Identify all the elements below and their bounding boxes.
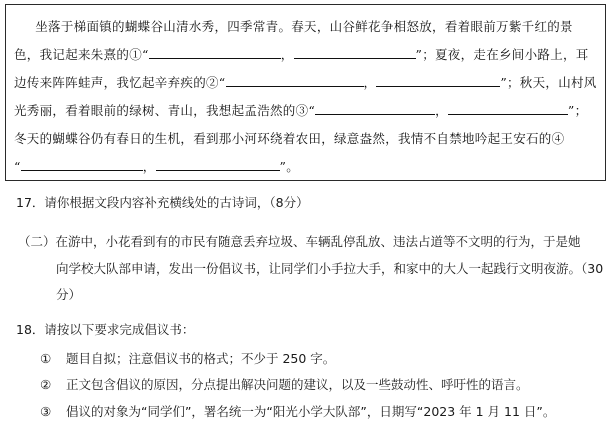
section-2-line-3: 分） bbox=[56, 287, 82, 302]
passage-line-5: 冬天的蝴蝶谷仍有春日的生机，看到那小河环绕着农田，绿意盎然，我情不自禁地吟起王安石的④ bbox=[14, 131, 565, 146]
requirement-item-2 bbox=[40, 374, 529, 396]
passage-line-2 bbox=[14, 42, 599, 68]
passage-text: 光秀丽，看着眼前的绿树、青山，我想起孟浩然的③“ bbox=[14, 103, 316, 118]
passage-text: 边传来阵阵蛙声，我忆起辛弃疾的②“ bbox=[14, 75, 226, 90]
passage-text: ， bbox=[363, 75, 377, 90]
item-number: ② bbox=[40, 377, 52, 392]
passage-box bbox=[5, 4, 606, 181]
passage-text: ， bbox=[142, 159, 156, 174]
item-text: 题目自拟；注意倡议书的格式；不少于 250 字。 bbox=[65, 351, 336, 366]
passage-text: ， bbox=[435, 103, 448, 118]
answer-blank-1a[interactable] bbox=[149, 45, 281, 59]
item-number: ① bbox=[40, 351, 52, 366]
passage-text: “ bbox=[14, 159, 21, 174]
requirement-item-1 bbox=[40, 348, 335, 370]
passage-line-4 bbox=[14, 98, 599, 124]
requirement-item-3 bbox=[40, 401, 555, 423]
passage-text: ”； bbox=[567, 103, 588, 118]
item-text: 正文包含倡议的原因，分点提出解决问题的建议，以及一些鼓动性、呼吁性的语言。 bbox=[65, 377, 529, 392]
question-18-title: 18．请按以下要求完成倡议书： bbox=[16, 322, 195, 337]
passage-text: ， bbox=[280, 47, 294, 62]
answer-blank-2b[interactable] bbox=[376, 73, 500, 87]
item-number: ③ bbox=[40, 404, 52, 419]
answer-blank-1b[interactable] bbox=[294, 45, 416, 59]
section-2-line-1: （二）在游中，小花看到有的市民有随意丢弃垃圾、车辆乱停乱放、违法占道等不文明的行为，于是她 bbox=[18, 234, 581, 249]
answer-blank-3b[interactable] bbox=[448, 101, 568, 115]
passage-line-6 bbox=[14, 154, 599, 180]
answer-blank-3a[interactable] bbox=[315, 101, 435, 115]
passage-line-1: 坐落于梯面镇的蝴蝶谷山清水秀，四季常青。春天，山谷鲜花争相怒放，看着眼前万紫千红的景 bbox=[35, 19, 573, 34]
item-text: 倡议的对象为“同学们”，署名统一为“阳光小学大队部”，日期写“2023 年 1 月 11 日”。 bbox=[65, 404, 556, 419]
answer-blank-4b[interactable] bbox=[156, 157, 280, 171]
passage-text: ”；夏夜，走在乡间小路上，耳 bbox=[415, 47, 589, 62]
section-2-line-2: 向学校大队部申请，发出一份倡议书，让同学们小手拉大手，和家中的大人一起践行文明夜游。（30 bbox=[56, 261, 604, 276]
passage-text: 色，我记起来朱熹的①“ bbox=[14, 47, 149, 62]
passage-line-3 bbox=[14, 70, 599, 96]
passage-text: ”。 bbox=[279, 159, 300, 174]
question-17: 17．请你根据文段内容补充横线处的古诗词，（8分） bbox=[16, 195, 309, 210]
answer-blank-4a[interactable] bbox=[21, 157, 143, 171]
passage-text: ”；秋天，山村风 bbox=[500, 75, 597, 90]
answer-blank-2a[interactable] bbox=[226, 73, 364, 87]
